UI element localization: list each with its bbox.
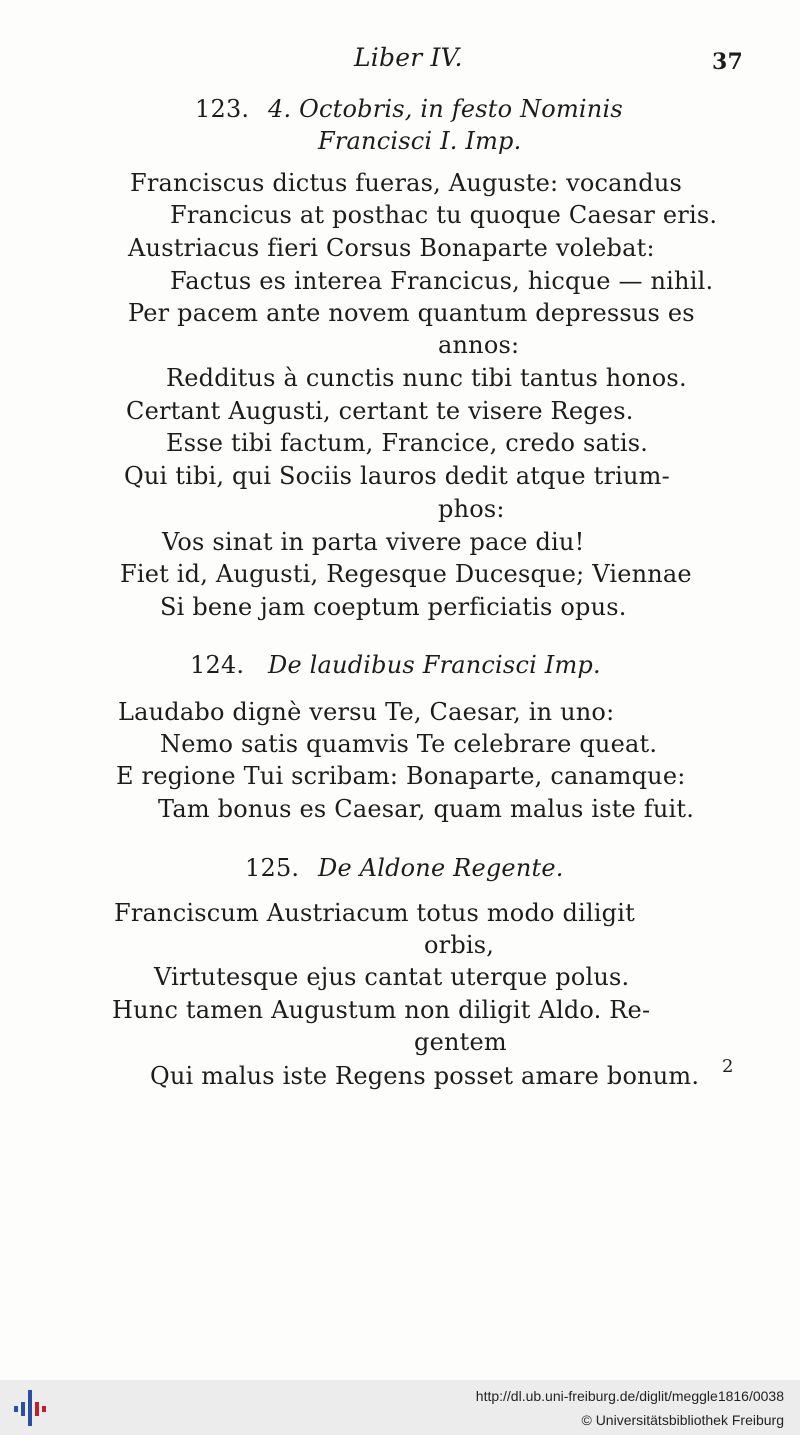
section-title: 4. Octobris, in festo Nominis: [268, 95, 623, 123]
verse-line: Per pacem ante novem quantum depressus es: [128, 299, 695, 327]
verse-line: Redditus à cunctis nunc tibi tantus honos.: [166, 364, 687, 392]
verse-line: Si bene jam coeptum perficiatis opus.: [160, 593, 627, 621]
page-number: 37: [712, 49, 744, 75]
verse-line-continuation: phos:: [438, 495, 505, 523]
verse-line: Franciscum Austriacum totus modo diligit: [114, 899, 635, 927]
copyright-text: © Universitätsbibliothek Freiburg: [581, 1412, 784, 1428]
verse-line: Tam bonus es Caesar, quam malus iste fuit.: [158, 795, 695, 823]
verse-line: Austriacus fieri Corsus Bonaparte volebat:: [128, 234, 655, 262]
section-title: De laudibus Francisci Imp.: [268, 651, 601, 679]
verse-line-continuation: annos:: [438, 331, 520, 359]
section-number: 123.: [195, 95, 250, 123]
verse-line: Nemo satis quamvis Te celebrare queat.: [160, 730, 658, 758]
verse-line: Qui tibi, qui Sociis lauros dedit atque trium-: [124, 462, 670, 490]
verse-line: Fiet id, Augusti, Regesque Ducesque; Viennae: [120, 560, 692, 588]
viewer-footer: [0, 1380, 800, 1435]
verse-line: Laudabo dignè versu Te, Caesar, in uno:: [118, 698, 615, 726]
footnote-mark: 2: [722, 1056, 734, 1077]
section-title: De Aldone Regente.: [318, 854, 564, 882]
running-title: Liber IV.: [354, 43, 463, 72]
verse-line: Hunc tamen Augustum non diligit Aldo. Re-: [112, 996, 651, 1024]
section-number: 124.: [190, 651, 245, 679]
verse-line: Qui malus iste Regens posset amare bonum.: [150, 1062, 700, 1090]
section-number: 125.: [245, 854, 300, 882]
document-url-link[interactable]: http://dl.ub.uni-freiburg.de/diglit/meggle1816/0038: [475, 1388, 784, 1404]
verse-line: Esse tibi factum, Francice, credo satis.: [166, 429, 649, 457]
verse-line: Franciscus dictus fueras, Auguste: vocandus: [130, 169, 683, 197]
verse-line: Factus es interea Francicus, hicque — nihil.: [170, 267, 714, 295]
verse-line: Certant Augusti, certant te visere Reges.: [126, 397, 634, 425]
verse-line: Vos sinat in parta vivere pace diu!: [162, 528, 585, 556]
verse-line: Virtutesque ejus cantat uterque polus.: [154, 963, 630, 991]
verse-line: E regione Tui scribam: Bonaparte, canamque:: [116, 762, 686, 790]
verse-line-continuation: orbis,: [424, 931, 495, 959]
verse-line-continuation: gentem: [414, 1028, 507, 1056]
verse-line: Francicus at posthac tu quoque Caesar eris.: [170, 201, 718, 229]
library-logo-icon[interactable]: [12, 1388, 52, 1428]
section-title-continued: Francisci I. Imp.: [318, 127, 522, 155]
